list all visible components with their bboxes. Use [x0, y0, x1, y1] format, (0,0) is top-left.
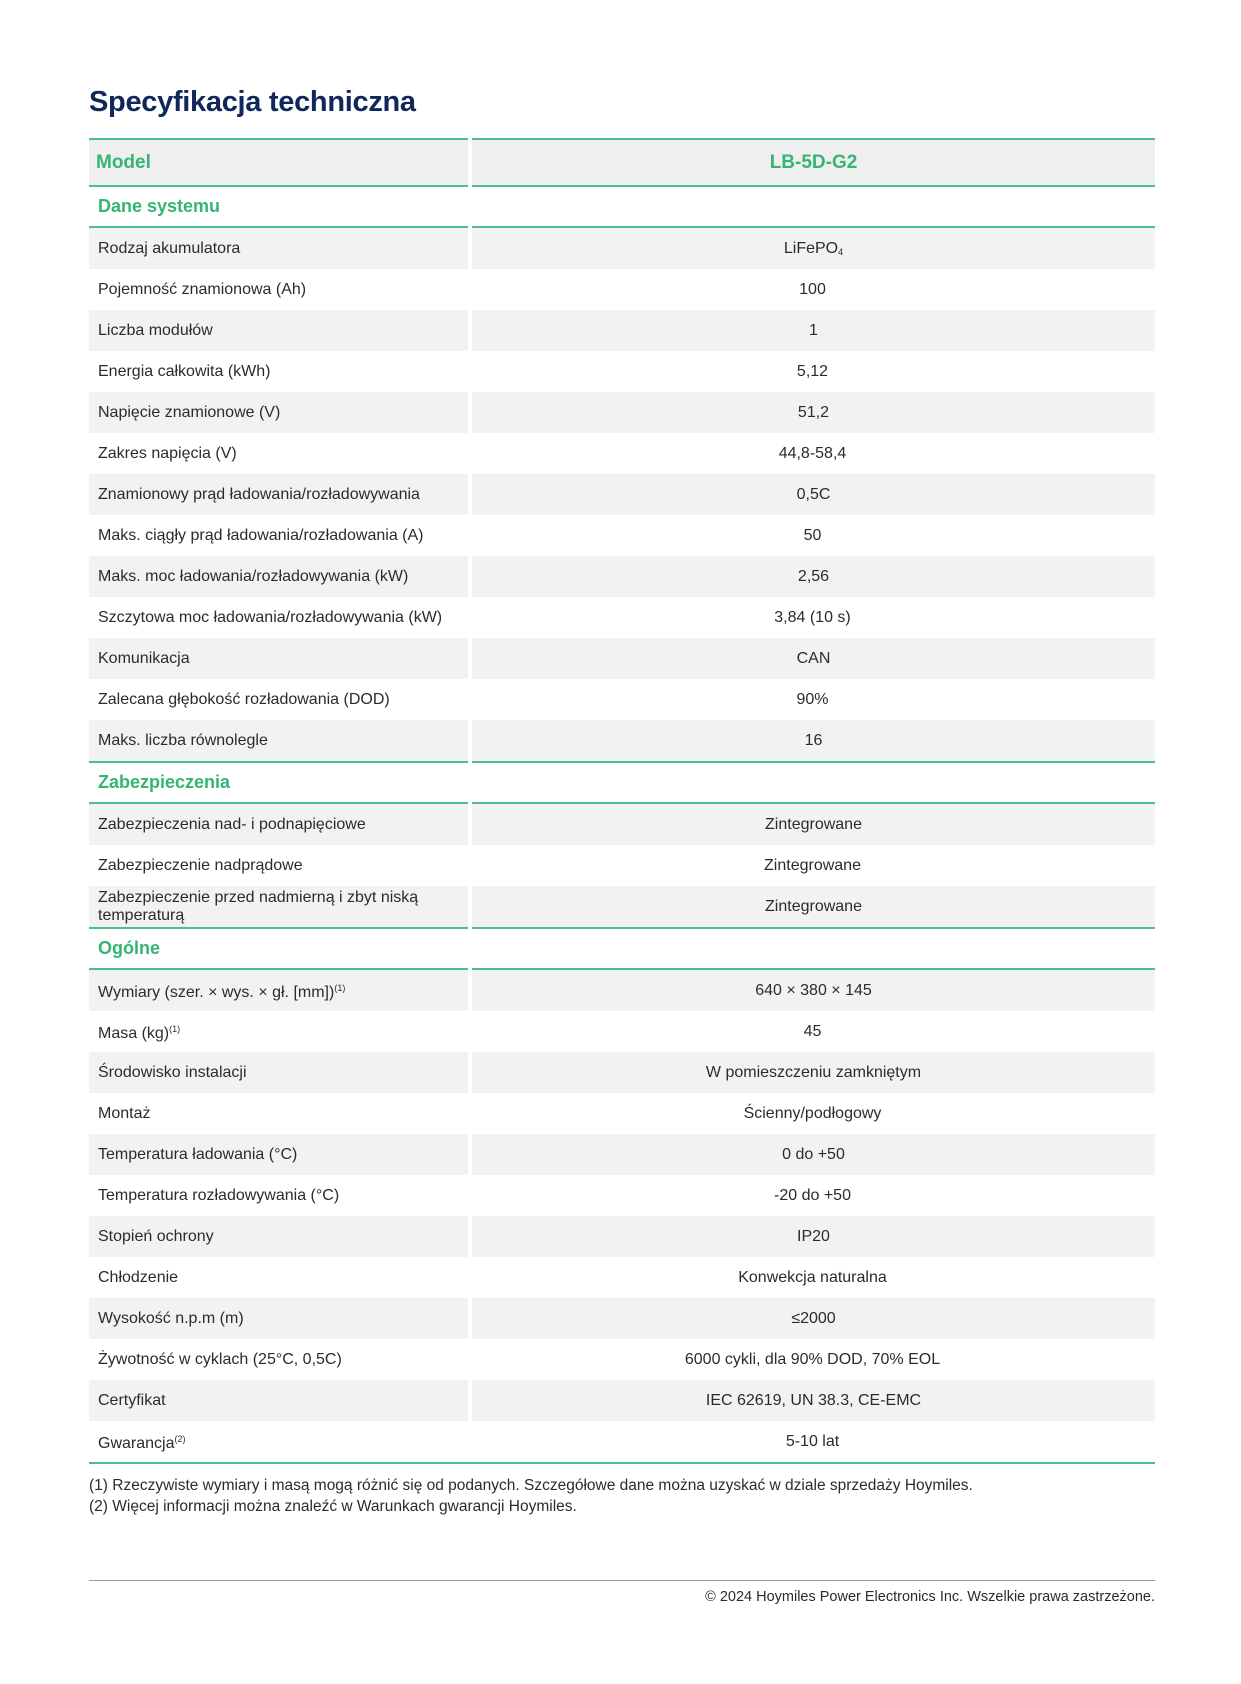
row-value-text: W pomieszczeniu zamkniętym — [705, 1063, 922, 1081]
table-row — [89, 433, 1155, 474]
row-value — [470, 1380, 1155, 1421]
footnote-ref: (1) — [169, 1024, 181, 1034]
row-label-text: Energia całkowita (kWh) — [98, 362, 271, 380]
row-label-text: Montaż — [98, 1104, 151, 1122]
table-row — [89, 515, 1155, 556]
row-value-text: 1 — [809, 321, 818, 339]
row-label — [89, 1134, 470, 1175]
row-label-text: Zakres napięcia (V) — [98, 444, 237, 462]
row-label-text: Zalecana głębokość rozładowania (DOD) — [98, 690, 390, 708]
table-row — [89, 1134, 1155, 1175]
row-value-text: Zintegrowane — [765, 897, 862, 915]
table-row — [89, 803, 1155, 845]
table-row — [89, 1216, 1155, 1257]
row-value — [470, 845, 1155, 886]
row-label — [89, 351, 470, 392]
row-value-text: 6000 cykli, dla 90% DOD, 70% EOL — [684, 1350, 941, 1368]
row-value — [470, 1134, 1155, 1175]
table-row — [89, 269, 1155, 310]
row-value — [470, 269, 1155, 310]
row-value — [470, 803, 1155, 845]
table-row — [89, 392, 1155, 433]
row-label-text: Liczba modułów — [98, 321, 213, 339]
row-value-text: 0,5C — [796, 485, 831, 503]
row-label-text: Temperatura ładowania (°C) — [98, 1145, 298, 1163]
row-label — [89, 886, 470, 928]
row-label — [89, 1093, 470, 1134]
row-label — [89, 392, 470, 433]
row-value-text: 50 — [803, 526, 822, 544]
row-value-text: Zintegrowane — [765, 815, 862, 833]
row-value — [470, 1216, 1155, 1257]
row-value-text: 51,2 — [797, 403, 830, 421]
row-value — [470, 351, 1155, 392]
row-label — [89, 597, 470, 638]
row-label-text: Zabezpieczenia nad- i podnapięciowe — [98, 815, 366, 833]
section-title: Ogólne — [89, 928, 1155, 969]
row-label-text: Pojemność znamionowa (Ah) — [98, 280, 307, 298]
table-row — [89, 845, 1155, 886]
row-value-text: Zintegrowane — [764, 856, 861, 874]
row-label-text: Maks. moc ładowania/rozładowywania (kW) — [98, 567, 409, 585]
row-label — [89, 679, 470, 720]
row-value — [470, 1175, 1155, 1216]
row-value — [470, 310, 1155, 351]
row-value-text: LiFePO — [783, 239, 839, 257]
footer-divider — [89, 1580, 1155, 1581]
row-label-text: Wymiary (szer. × wys. × gł. [mm]) — [98, 984, 335, 1001]
table-row — [89, 351, 1155, 392]
row-value — [470, 474, 1155, 515]
row-label-text: Wysokość n.p.m (m) — [98, 1309, 244, 1327]
row-value-text: 45 — [803, 1022, 822, 1040]
row-label — [89, 1298, 470, 1339]
row-value-text: 100 — [799, 280, 826, 298]
table-row — [89, 720, 1155, 762]
row-label-text: Środowisko instalacji — [98, 1063, 247, 1081]
row-value — [470, 679, 1155, 720]
model-row — [89, 139, 1155, 186]
row-label-text: Rodzaj akumulatora — [98, 239, 241, 257]
row-value — [470, 1011, 1155, 1052]
row-label-text: Masa (kg) — [98, 1025, 170, 1042]
row-value-text: 5,12 — [796, 362, 829, 380]
table-row — [89, 227, 1155, 269]
row-value — [470, 969, 1155, 1011]
copyright: © 2024 Hoymiles Power Electronics Inc. Wszelkie prawa zastrzeżone. — [705, 1589, 1155, 1605]
row-label-text: Certyfikat — [98, 1391, 166, 1409]
row-label — [89, 1257, 470, 1298]
row-label — [89, 1421, 470, 1463]
row-label — [89, 310, 470, 351]
row-value — [470, 433, 1155, 474]
row-value — [470, 1298, 1155, 1339]
row-value-text: IEC 62619, UN 38.3, CE-EMC — [705, 1391, 922, 1409]
row-label — [89, 474, 470, 515]
model-label: Model — [89, 139, 470, 186]
row-value-text: 90% — [796, 690, 829, 708]
row-label-text: Chłodzenie — [98, 1268, 179, 1286]
footnote-2: (2) Więcej informacji można znaleźć w Warunkach gwarancji Hoymiles. — [89, 1498, 577, 1515]
row-value — [470, 1052, 1155, 1093]
row-value — [470, 1093, 1155, 1134]
row-label — [89, 1052, 470, 1093]
row-value — [470, 556, 1155, 597]
table-row — [89, 1093, 1155, 1134]
row-value — [470, 886, 1155, 928]
row-label — [89, 433, 470, 474]
row-label-text: Gwarancja — [98, 1435, 175, 1452]
table-row — [89, 474, 1155, 515]
row-value-text: Konwekcja naturalna — [738, 1268, 887, 1286]
footnote-ref: (2) — [174, 1434, 186, 1444]
table-row — [89, 886, 1155, 928]
section-title: Dane systemu — [89, 186, 1155, 227]
footnotes — [89, 1475, 1155, 1517]
table-row — [89, 1011, 1155, 1052]
table-row — [89, 310, 1155, 351]
table-row — [89, 679, 1155, 720]
row-label — [89, 845, 470, 886]
section-header — [89, 928, 1155, 969]
row-label — [89, 1216, 470, 1257]
row-value-text: -20 do +50 — [774, 1186, 851, 1204]
row-label-text: Napięcie znamionowe (V) — [98, 403, 281, 421]
table-row — [89, 1380, 1155, 1421]
table-row — [89, 556, 1155, 597]
table-row — [89, 597, 1155, 638]
row-label-text: Stopień ochrony — [98, 1227, 214, 1245]
row-value-text: 16 — [804, 731, 823, 749]
footnote-1: (1) Rzeczywiste wymiary i masą mogą różnić się od podanych. Szczegółowe dane można uzyskać w dziale sprzedaży Hoymiles. — [89, 1477, 973, 1494]
row-value-text: 44,8-58,4 — [778, 444, 847, 462]
row-value — [470, 597, 1155, 638]
row-label-text: Komunikacja — [98, 649, 190, 667]
row-value-text: Ścienny/podłogowy — [743, 1104, 882, 1122]
row-value — [470, 227, 1155, 269]
row-label — [89, 227, 470, 269]
section-title: Zabezpieczenia — [89, 762, 1155, 803]
row-label — [89, 1175, 470, 1216]
row-label — [89, 1380, 470, 1421]
row-value-text: 640 × 380 × 145 — [755, 981, 872, 999]
table-row — [89, 1421, 1155, 1463]
table-row — [89, 969, 1155, 1011]
page-title: Specyfikacja techniczna — [89, 86, 416, 118]
row-label-text: Maks. liczba równolegle — [98, 731, 268, 749]
row-label-text: Znamionowy prąd ładowania/rozładowywania — [98, 485, 420, 503]
row-label-text: Zabezpieczenie nadprądowe — [98, 856, 303, 874]
row-value — [470, 638, 1155, 679]
row-label-text: Maks. ciągły prąd ładowania/rozładowania (A) — [98, 526, 424, 544]
row-value — [470, 720, 1155, 762]
footnote-ref: (1) — [334, 983, 346, 993]
row-label — [89, 1011, 470, 1052]
row-label — [89, 556, 470, 597]
row-label — [89, 720, 470, 762]
row-value — [470, 1339, 1155, 1380]
row-label — [89, 969, 470, 1011]
row-value-text: 0 do +50 — [782, 1145, 845, 1163]
row-label-text: Żywotność w cyklach (25°C, 0,5C) — [98, 1350, 342, 1368]
row-value — [470, 515, 1155, 556]
row-label-text: Temperatura rozładowywania (°C) — [98, 1186, 340, 1204]
row-value — [470, 1257, 1155, 1298]
row-value-text: 3,84 (10 s) — [774, 608, 851, 626]
row-value-text: ≤2000 — [791, 1309, 836, 1327]
row-value-text: 5-10 lat — [785, 1432, 840, 1450]
row-label — [89, 515, 470, 556]
table-row — [89, 1257, 1155, 1298]
model-value: LB-5D-G2 — [470, 139, 1155, 186]
row-value-text: CAN — [796, 649, 831, 667]
row-value — [470, 1421, 1155, 1463]
value-subscript: 4 — [838, 246, 844, 257]
row-label-text: Zabezpieczenie przed nadmierną i zbyt niską temperaturą — [98, 888, 419, 924]
table-row — [89, 1052, 1155, 1093]
table-row — [89, 1175, 1155, 1216]
row-label — [89, 1339, 470, 1380]
section-header — [89, 186, 1155, 227]
row-label — [89, 803, 470, 845]
row-label — [89, 269, 470, 310]
row-value — [470, 392, 1155, 433]
table-row — [89, 638, 1155, 679]
row-label — [89, 638, 470, 679]
row-label-text: Szczytowa moc ładowania/rozładowywania (kW) — [98, 608, 443, 626]
row-value-text: IP20 — [797, 1227, 830, 1245]
section-header — [89, 762, 1155, 803]
row-value-text: 2,56 — [797, 567, 830, 585]
spec-table — [89, 138, 1155, 1464]
table-row — [89, 1298, 1155, 1339]
table-row — [89, 1339, 1155, 1380]
